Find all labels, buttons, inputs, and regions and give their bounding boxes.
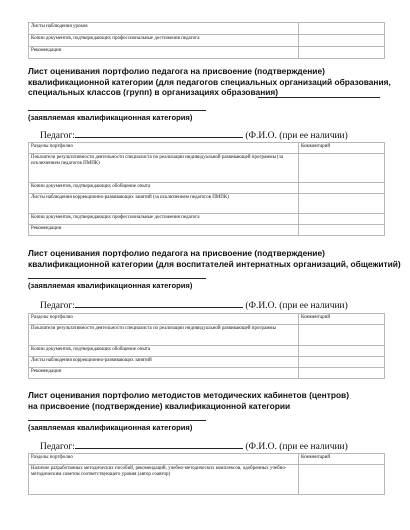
table-row [29, 23, 385, 35]
table-row [29, 183, 385, 194]
section3-title [28, 390, 388, 411]
table-cell-label: Показатели результативности деятельности специалиста по реализации индивидуальной развивающей программы (за исключением педагогов ПМПК) [29, 154, 299, 183]
table-cell-label: Копии документов, подтверждающих профессиональные достижения педагога [29, 35, 299, 47]
table-cell-label: Копии документов, подтверждающих профессиональные достижения педагога [29, 214, 299, 225]
table-cell-label: Листы наблюдения уроков [29, 23, 299, 35]
table-cell-comment [299, 35, 385, 47]
table-cell-label: Рекомендации [29, 368, 299, 379]
table-row [29, 154, 385, 183]
portfolio-table-section2 [28, 313, 385, 379]
table-header-sections: Разделы портфолио [29, 314, 299, 325]
section2-pedagog-row [40, 299, 348, 312]
portfolio-table-section3 [28, 453, 385, 495]
table-cell-label: Показатели результативности деятельности специалиста по реализации индивидуальной развивающей программы [29, 325, 299, 346]
table-cell-comment [299, 325, 385, 346]
section3-pedagog-field[interactable] [75, 440, 243, 449]
section1-title-line: специальных классов (групп) в организациях образования) [28, 87, 279, 97]
section2-title-line: Лист оценивания портфолио педагога на присвоение (подтверждение) [28, 248, 325, 258]
portfolio-table-section1 [28, 142, 385, 236]
section3-title-line: на присвоение (подтверждение) квалификационной категории [28, 400, 291, 411]
section2-category-label: (заявляемая квалификационная категория) [28, 281, 193, 290]
table-cell-label: Листы наблюдения коррекционно-развивающих занятий [29, 357, 299, 368]
table-header-sections: Разделы портфолио [29, 143, 299, 154]
table-row [29, 325, 385, 346]
table-header-comment: Комментарий [299, 143, 385, 154]
section2-pedagog-field[interactable] [75, 299, 243, 308]
section3-category-line [28, 420, 206, 421]
table-row [29, 346, 385, 357]
section3-category-label: (заявляемая квалификационная категория) [28, 423, 193, 432]
section2-pedagog-label: Педагог: [40, 301, 75, 311]
table-cell-comment [299, 225, 385, 236]
table-cell-comment [299, 194, 385, 214]
section2-title-line: квалификационной категории (для воспитателей интернатных организаций, общежитий) [28, 258, 401, 269]
section1-pedagog-field[interactable] [75, 129, 243, 138]
table-header-comment: Комментарий [299, 454, 385, 465]
table-header-row [29, 314, 385, 325]
table-cell-label: Листы наблюдения коррекционно-развивающих занятий (за исключением педагогов ПМПК) [29, 194, 299, 214]
table-row [29, 225, 385, 236]
table-row [29, 47, 385, 59]
table-header-comment: Комментарий [299, 314, 385, 325]
table-cell-comment [299, 214, 385, 225]
section1-title-line: Лист оценивания портфолио педагога на присвоение (подтверждение) [28, 66, 325, 76]
table-cell-comment [299, 357, 385, 368]
table-cell-label: Копии документов, подтверждающих обобщение опыта [29, 183, 299, 194]
section1-title-blank-line [258, 97, 380, 98]
table-cell-comment [299, 47, 385, 59]
section2-title [28, 248, 401, 269]
section2-fio-label: (Ф.И.О. (при ее наличии) [245, 301, 348, 311]
section1-category-line [28, 110, 206, 111]
table-cell-comment [299, 346, 385, 357]
table-cell-comment [299, 368, 385, 379]
table-row [29, 194, 385, 214]
section3-pedagog-row [40, 440, 348, 453]
table-row [29, 214, 385, 225]
table-row [29, 465, 385, 495]
table-row [29, 357, 385, 368]
section3-title-line: Лист оценивания портфолио методистов методических кабинетов (центров) [28, 390, 349, 400]
table-header-row [29, 143, 385, 154]
table-cell-comment [299, 465, 385, 495]
table-cell-comment [299, 23, 385, 35]
section2-category-line [28, 278, 206, 279]
table-cell-label: Рекомендации [29, 47, 299, 59]
table-cell-label: Копии документов, подтверждающих обобщение опыта [29, 346, 299, 357]
section3-pedagog-label: Педагог: [40, 442, 75, 452]
table-cell-comment [299, 183, 385, 194]
portfolio-table-top [28, 22, 385, 59]
section1-pedagog-label: Педагог: [40, 131, 75, 141]
section1-fio-label: (Ф.И.О. (при ее наличии) [245, 131, 348, 141]
section1-category-label: (заявляемая квалификационная категория) [28, 113, 193, 122]
table-cell-comment [299, 154, 385, 183]
table-row [29, 35, 385, 47]
section3-fio-label: (Ф.И.О. (при ее наличии) [245, 442, 348, 452]
section1-title-line: квалификационной категории (для педагогов специальных организаций образования, [28, 76, 391, 87]
table-cell-label: Наличие разработанных методических пособий, рекомендаций, учебно-методических комплексов, одобренных учебно-методическим советом соответствующего уровня (автор соавтор) [29, 465, 299, 495]
table-cell-label: Рекомендации [29, 225, 299, 236]
table-header-row [29, 454, 385, 465]
table-header-sections: Разделы портфолио [29, 454, 299, 465]
section1-title [28, 66, 391, 98]
section1-pedagog-row [40, 129, 348, 142]
table-row [29, 368, 385, 379]
